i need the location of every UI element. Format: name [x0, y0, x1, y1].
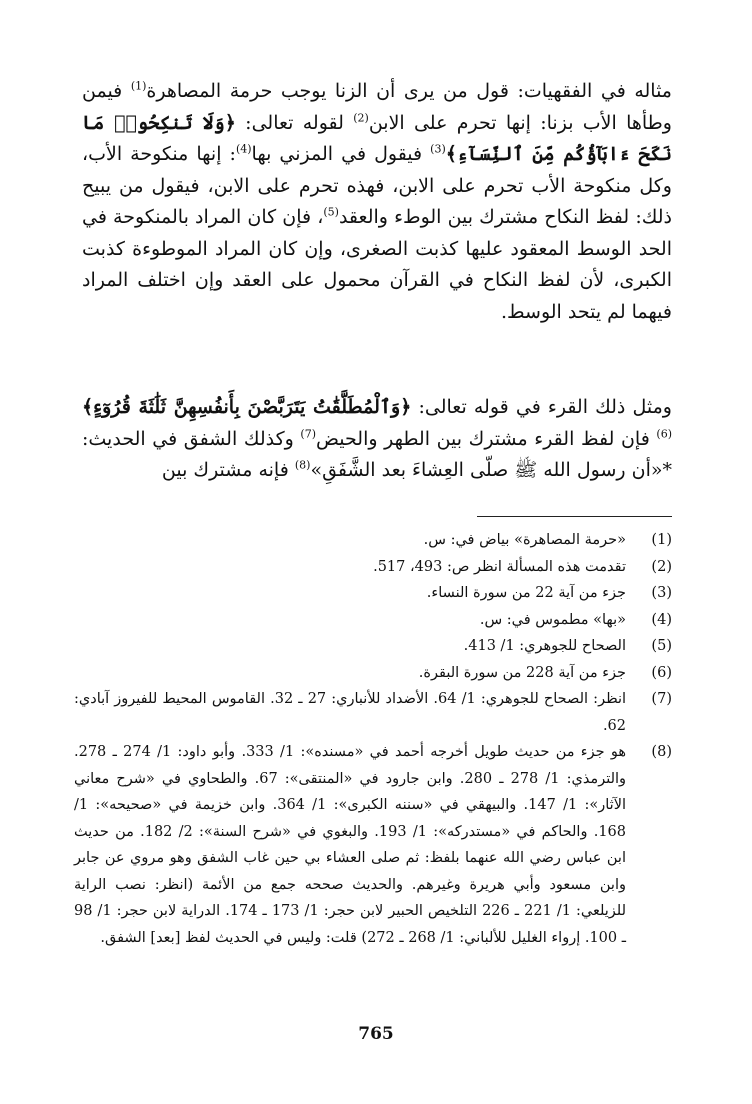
paragraph-text: ، فإن كان المراد بالمنكوحة في الحد الوسط المعقود عليها كذبت الصغرى، وإن كان المراد الموطوءة كذبت الكبرى، لأن لفظ النكاح في القرآن محمول على العقد وإن اختلف المراد فيهما لم يتحد الوسط. [82, 206, 672, 323]
footnotes-section [74, 527, 672, 951]
footnote-number: (3) [651, 585, 672, 601]
paragraph-text: فيمن وطأها الأب بزنا: إنها تحرم على الابن [82, 80, 672, 134]
paragraph-text: : إنها منكوحة الأب، وكل منكوحة الأب تحرم على الابن، فهذه تحرم على الابن، فيقول من يبيح ذلك: لفظ النكاح مشترك بين الوطء والعقد [82, 143, 672, 228]
paragraph-text: فإن لفظ القرء مشترك بين الطهر والحيض [316, 427, 657, 450]
footnote-ref-3[interactable]: (3) [430, 142, 446, 156]
footnote-number: (1) [651, 532, 672, 548]
footnote-number: (5) [651, 638, 672, 654]
footnote-item [74, 633, 672, 660]
footnote-text: انظر: الصحاح للجوهري: 1/ 64. الأضداد للأنباري: 27 ـ 32. القاموس المحيط للفيروز آبادي: 62. [74, 691, 627, 734]
footnote-ref-7[interactable]: (7) [300, 427, 316, 441]
paragraph-text: فإنه مشترك بين [161, 459, 295, 481]
footnote-ref-5[interactable]: (5) [323, 205, 339, 219]
footnote-number: (2) [651, 558, 672, 575]
page-number: 765 [358, 1024, 394, 1044]
footnote-ref-8[interactable]: (8) [294, 458, 311, 472]
footnote-ref-1[interactable]: (1) [130, 79, 147, 93]
footnote-number: (4) [651, 611, 672, 628]
footnote-divider [477, 516, 672, 517]
footnote-ref-6[interactable]: (6) [656, 427, 672, 441]
footnote-item [74, 660, 672, 687]
footnote-text: هو جزء من حديث طويل أخرجه أحمد في «مسنده»: 1/ 333. وأبو داود: 1/ 274 ـ 278. والترمذي: 1/ 278 ـ 280. وابن جارود في «المنتقى»: 67. والطحاوي في «شرح معاني الآثار»: 1/ 147. والبيهقي في «سننه الكبرى»: 1/ 364. وابن خزيمة في «صحيحه»: 1/ 168. والحاكم في «مستدركه»: 1/ 193. والبغوي في «شرح السنة»: 2/ 182. من حديث ابن عباس رضي الله عنهما بلفظ: ثم صلى العشاء بي حين غاب الشفق وهو مروي عن جابر وابن مسعود وأبي هريرة وغيرهم. والحديث صححه جمع من الأئمة (انظر: نصب الراية للزيلعي: 1/ 221 ـ 226 التلخيص الحبير لابن حجر: 1/ 173 ـ 174. الدراية لابن حجر: 1/ 98 ـ 100. إرواء الغليل للألباني: 1/ 268 ـ 272) قلت: وليس في الحديث لفظ [بعد] الشفق. [74, 744, 627, 946]
paragraph-text: لقوله تعالى: [235, 111, 354, 134]
paragraph-text: ومثل ذلك القرء في قوله تعالى: [411, 396, 672, 418]
footnote-text: جزء من آية 22 من سورة النساء. [426, 585, 626, 601]
footnote-item [74, 607, 672, 634]
body-paragraph-1 [82, 76, 672, 328]
paragraph-text: وكذلك الشفق في الحديث: *«أن رسول الله ﷺ صلّى العِشاءَ بعد الشَّفَقِ» [82, 427, 672, 481]
footnote-text: «حرمة المصاهرة» بياض في: س. [423, 532, 626, 548]
footnote-number: (6) [651, 664, 672, 681]
footnote-item [74, 739, 672, 951]
footnote-item [74, 686, 672, 739]
body-paragraph-2 [82, 392, 672, 487]
footnote-text: جزء من آية 228 من سورة البقرة. [418, 664, 626, 681]
footnote-ref-4[interactable]: (4) [235, 142, 252, 156]
footnote-item [74, 580, 672, 607]
paragraph-text: فيقول في المزني بها [251, 143, 431, 165]
footnote-item [74, 554, 672, 581]
quran-verse: ﴿وَٱلْمُطَلَّقَٰتُ يَتَرَبَّصْنَ بِأَنفُسِهِنَّ ثَلَٰثَةَ قُرُوٓءٍ﴾ [82, 396, 412, 418]
footnote-item [74, 527, 672, 554]
footnote-ref-2[interactable]: (2) [353, 111, 369, 125]
footnote-text: «بها» مطموس في: س. [479, 611, 626, 628]
footnote-text: الصحاح للجوهري: 1/ 413. [463, 638, 626, 654]
footnote-text: تقدمت هذه المسألة انظر ص: 493، 517. [373, 558, 626, 575]
paragraph-text: مثاله في الفقهيات: قول من يرى أن الزنا يوجب حرمة المصاهرة [146, 80, 672, 102]
quran-verse: ﴿وَلَا تَنكِحُوا۟ مَا نَكَحَ ءَابَآؤُكُم مِّنَ ٱلنِّسَآءِ﴾ [82, 111, 673, 165]
footnote-number: (7) [651, 691, 672, 707]
footnote-number: (8) [651, 744, 672, 760]
